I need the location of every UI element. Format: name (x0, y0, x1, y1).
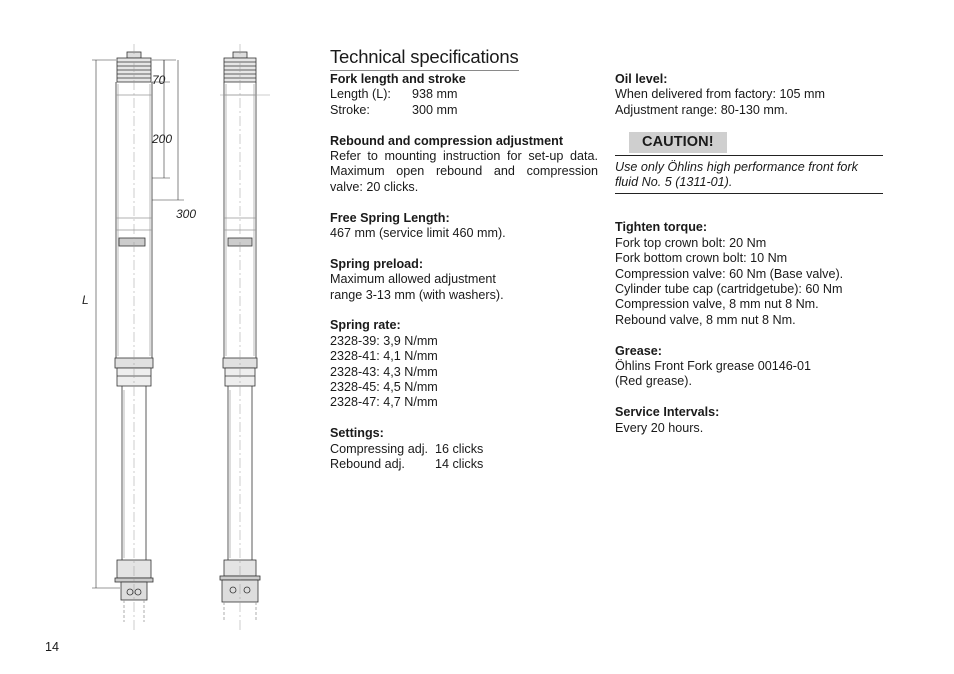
front-fork-drawing (80, 40, 295, 635)
rebound-section (330, 134, 598, 196)
spring-rate-heading: Spring rate: (330, 318, 401, 333)
free-spring-section (330, 211, 598, 242)
oil-level-line: Adjustment range: 80-130 mm. (615, 102, 788, 117)
grease-section (615, 344, 883, 390)
torque-section (615, 220, 883, 328)
specs-column-right (615, 72, 883, 451)
grease-line: Öhlins Front Fork grease 00146-01 (615, 359, 812, 374)
page-number: 14 (45, 640, 60, 654)
fork-length-row (330, 87, 598, 102)
specs-column-left (330, 72, 598, 488)
settings-row (330, 442, 598, 457)
spec-value: 16 clicks (435, 441, 484, 456)
dimension-length-label: L (82, 293, 89, 307)
spring-rate-section (330, 318, 598, 410)
stroke-row (330, 103, 598, 118)
torque-line: Compression valve, 8 mm nut 8 Nm. (615, 297, 819, 312)
torque-line: Fork bottom crown bolt: 10 Nm (615, 251, 788, 266)
torque-line: Compression valve: 60 Nm (Base valve). (615, 266, 844, 281)
torque-line: Fork top crown bolt: 20 Nm (615, 235, 767, 250)
preload-section (330, 257, 598, 303)
service-heading: Service Intervals: (615, 405, 720, 420)
spring-rate-line: 2328-45: 4,5 N/mm (330, 380, 438, 395)
preload-line: Maximum allowed adjustment (330, 272, 496, 287)
settings-row (330, 457, 598, 472)
torque-line: Rebound valve, 8 mm nut 8 Nm. (615, 312, 796, 327)
caution-label: CAUTION! (629, 132, 727, 152)
spec-value: 300 mm (412, 102, 458, 117)
caution-box (615, 132, 883, 155)
spec-value: 938 mm (412, 87, 458, 102)
service-section (615, 405, 883, 436)
spring-rate-line: 2328-47: 4,7 N/mm (330, 395, 438, 410)
fork-length-heading: Fork length and stroke (330, 72, 466, 86)
service-text: Every 20 hours. (615, 420, 704, 435)
spring-rate-line: 2328-41: 4,1 N/mm (330, 349, 438, 364)
spec-key: Rebound adj. (330, 457, 405, 472)
page-title: Technical specifications (330, 46, 519, 71)
torque-line: Cylinder tube cap (cartridgetube): 60 Nm (615, 282, 843, 297)
oil-level-line: When delivered from factory: 105 mm (615, 87, 825, 102)
fork-diagram-svg (80, 40, 295, 635)
spec-value: 14 clicks (435, 457, 484, 472)
dimension-300-label: 300 (176, 207, 197, 221)
preload-line: range 3-13 mm (with washers). (330, 287, 504, 302)
rebound-text: Refer to mounting instruction for set-up data. Maximum open rebound and compression valve: 20 clicks. (330, 149, 598, 194)
spec-key: Length (L): (330, 87, 391, 102)
settings-heading: Settings: (330, 426, 384, 441)
grease-line: (Red grease). (615, 374, 692, 389)
free-spring-text: 467 mm (service limit 460 mm). (330, 226, 506, 241)
dimension-70-label: 70 (152, 73, 166, 87)
preload-heading: Spring preload: (330, 256, 424, 271)
spec-key: Stroke: (330, 102, 370, 117)
spec-key: Compressing adj. (330, 441, 428, 456)
spring-rate-line: 2328-43: 4,3 N/mm (330, 364, 438, 379)
oil-level-heading: Oil level: (615, 72, 668, 86)
rebound-heading: Rebound and compression adjustment (330, 133, 564, 148)
spring-rate-line: 2328-39: 3,9 N/mm (330, 333, 438, 348)
free-spring-heading: Free Spring Length: (330, 210, 450, 225)
torque-heading: Tighten torque: (615, 220, 708, 235)
settings-section (330, 426, 598, 472)
oil-level-section (615, 72, 883, 118)
fork-length-section (330, 72, 598, 118)
dimension-200-label: 200 (152, 132, 173, 146)
grease-heading: Grease: (615, 343, 662, 358)
caution-text: Use only Öhlins high performance front fork fluid No. 5 (1311-01). (615, 156, 883, 195)
